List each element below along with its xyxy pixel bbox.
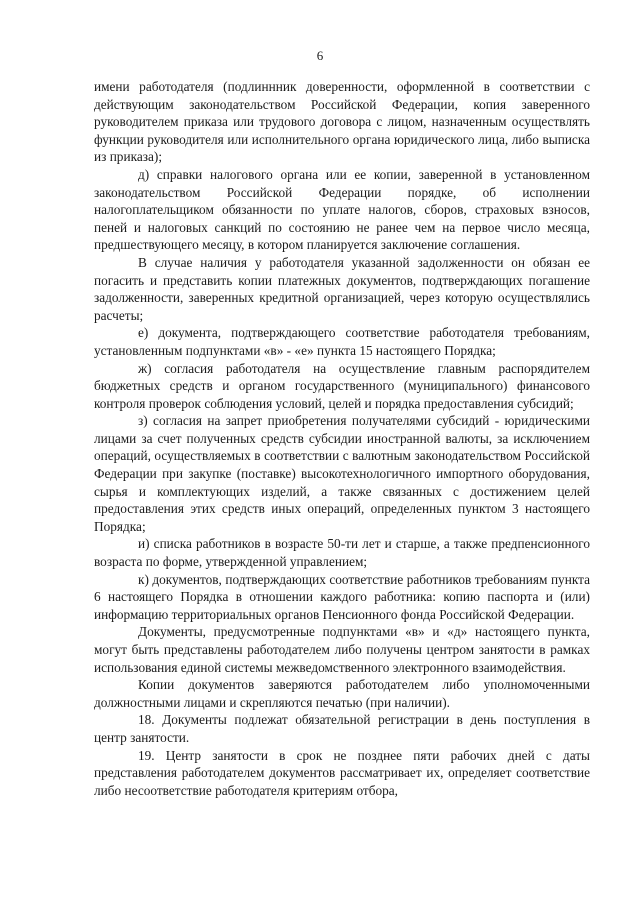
paragraph-item-k: к) документов, подтверждающих соответствие работников требованиям пункта 6 настоящего Порядка в отношении каждого работника: копию паспорта и (или) информацию территориальных органов Пенсионного фонда Российской Федерации. (94, 571, 590, 622)
paragraph-item-d: д) справки налогового органа или ее копии, заверенной в установленном законодательством Российской Федерации порядке, об исполнении налогоплательщиком обязанности по уплате налогов, сборов, страховых взносов, пеней и налоговых санкций по состоянию не ранее чем на первое число месяца, предшествующего месяцу, в котором планируется заключение соглашения. (94, 166, 590, 253)
paragraph-item-z: з) согласия на запрет приобретения получателями субсидий - юридическими лицами за счет полученных средств субсидии иностранной валюты, за исключением операций, осуществляемых в соответствии с валютным законодательством Российской Федерации при закупке (поставке) высокотехнологичного импортного оборудования, сырья и комплектующих изделий, а также связанных с достижением целей предоставления этих средств иных операций, определенных пунктом 3 настоящего Порядка; (94, 413, 590, 534)
paragraph-debt-note: В случае наличия у работодателя указанной задолженности он обязан ее погасить и представить копии платежных документов, подтверждающих погашение задолженности, заверенных кредитной организацией, через которую осуществлялись расчеты; (94, 254, 590, 323)
paragraph-continuation: имени работодателя (подлиннник доверенности, оформленной в соответствии с действующим законодательством Российской Федерации, копия заверенного руководителем приказа или трудового договора с лицом, назначенным осуществлять функции руководителя или исполнительного органа юридического лица, либо выписка из приказа); (94, 79, 590, 165)
page-number: 6 (316, 48, 324, 63)
paragraph-clause-19: 19. Центр занятости в срок не позднее пяти рабочих дней с даты представления работодателем документов рассматривает их, определяет соответствие либо несоответствие работодателя критериям отбора, (94, 747, 590, 798)
paragraph-clause-18: 18. Документы подлежат обязательной регистрации в день поступления в центр занятости. (94, 712, 590, 745)
paragraph-item-zh: ж) согласия работодателя на осуществление главным распорядителем бюджетных средств и органом государственного (муниципального) финансового контроля проверок соблюдения условий, целей и порядка предоставления субсидий; (94, 360, 590, 411)
paragraph-copies-note: Копии документов заверяются работодателем либо уполномоченными должностными лицами и скрепляются печатью (при наличии). (94, 677, 590, 710)
paragraph-item-i: и) списка работников в возрасте 50-ти лет и старше, а также предпенсионного возраста по форме, утвержденной управлением; (94, 536, 590, 570)
document-body (94, 78, 590, 799)
paragraph-item-e: е) документа, подтверждающего соответствие работодателя требованиям, установленным подпунктами «в» - «е» пункта 15 настоящего Порядка; (94, 325, 590, 358)
paragraph-documents-note: Документы, предусмотренные подпунктами «в» и «д» настоящего пункта, могут быть представлены работодателем либо получены центром занятости в рамках использования единой системы межведомственного электронного взаимодействия. (94, 624, 590, 675)
